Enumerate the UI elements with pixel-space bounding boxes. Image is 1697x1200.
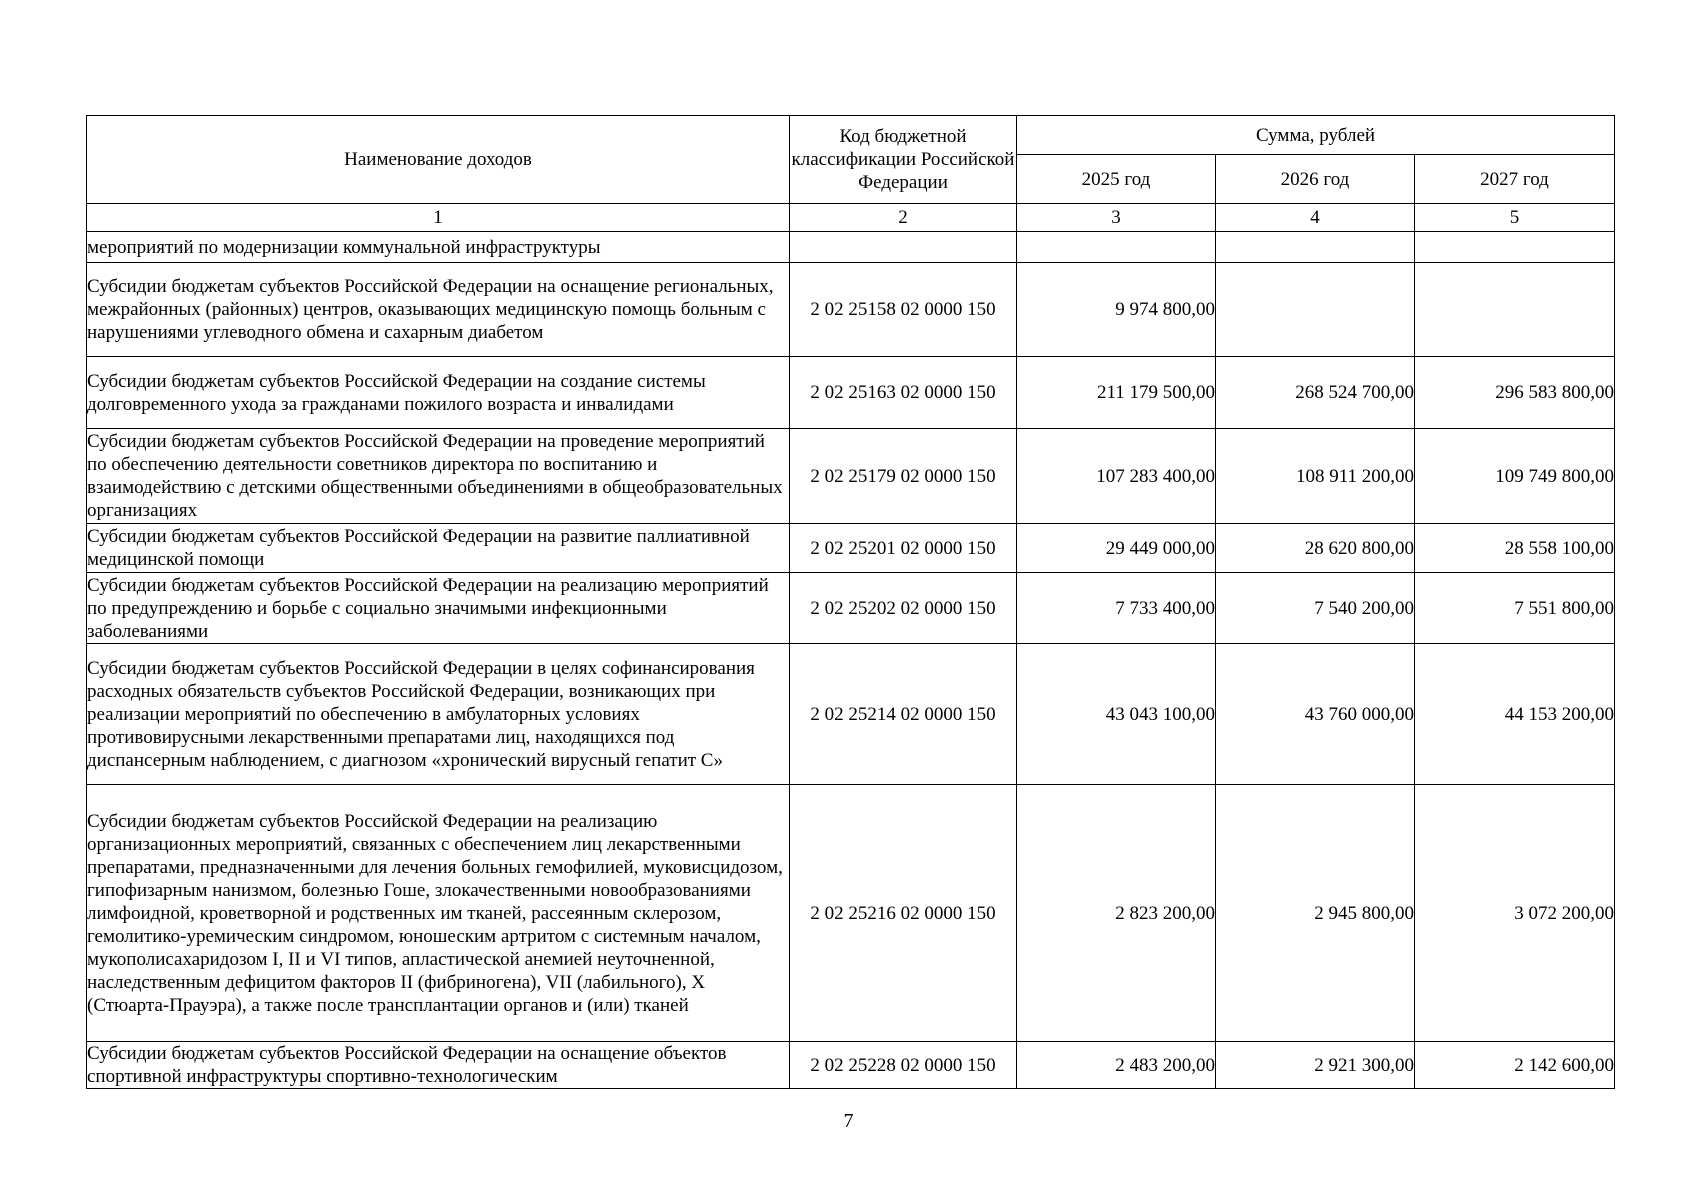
amount-2027: 2 142 600,00: [1415, 1042, 1615, 1089]
amount-2027: [1415, 263, 1615, 357]
table-row: [87, 429, 1615, 524]
classification-code: 2 02 25228 02 0000 150: [790, 1042, 1017, 1089]
income-name: Субсидии бюджетам субъектов Российской Федерации на оснащение объектов спортивной инфраструктуры спортивно-технологическим: [87, 1042, 790, 1089]
amount-2025: 29 449 000,00: [1017, 524, 1216, 573]
column-number: 2: [790, 204, 1017, 232]
amount-2025: 9 974 800,00: [1017, 263, 1216, 357]
column-number: 4: [1216, 204, 1415, 232]
column-number: 5: [1415, 204, 1615, 232]
amount-2026: [1216, 263, 1415, 357]
amount-2027: 28 558 100,00: [1415, 524, 1615, 573]
column-numbering-row: [87, 204, 1615, 232]
header-year-2025: 2025 год: [1017, 155, 1216, 204]
income-name: Субсидии бюджетам субъектов Российской Федерации на реализацию мероприятий по предупреждению и борьбе с социально значимыми инфекционными заболеваниями: [87, 573, 790, 644]
table-header: [87, 116, 1615, 232]
income-name: Субсидии бюджетам субъектов Российской Федерации на развитие паллиативной медицинской помощи: [87, 524, 790, 573]
income-name: Субсидии бюджетам субъектов Российской Федерации на оснащение региональных, межрайонных (районных) центров, оказывающих медицинскую помощь больным с нарушениями углеводного обмена и сахарным диабетом: [87, 263, 790, 357]
amount-2025: [1017, 232, 1216, 263]
classification-code: [790, 232, 1017, 263]
header-classification-code: Код бюджетной классификации Российской Федерации: [790, 116, 1017, 204]
page-number: 7: [843, 1110, 854, 1132]
table-row: [87, 357, 1615, 429]
amount-2025: 107 283 400,00: [1017, 429, 1216, 524]
amount-2025: 211 179 500,00: [1017, 357, 1216, 429]
header-year-2026: 2026 год: [1216, 155, 1415, 204]
classification-code: 2 02 25201 02 0000 150: [790, 524, 1017, 573]
column-number: 3: [1017, 204, 1216, 232]
amount-2027: 3 072 200,00: [1415, 785, 1615, 1042]
income-name: Субсидии бюджетам субъектов Российской Федерации на создание системы долговременного ухода за гражданами пожилого возраста и инвалидами: [87, 357, 790, 429]
classification-code: 2 02 25214 02 0000 150: [790, 644, 1017, 785]
amount-2026: 108 911 200,00: [1216, 429, 1415, 524]
amount-2026: [1216, 232, 1415, 263]
table-row: [87, 263, 1615, 357]
header-sum: Сумма, рублей: [1017, 116, 1615, 155]
amount-2027: 296 583 800,00: [1415, 357, 1615, 429]
classification-code: 2 02 25202 02 0000 150: [790, 573, 1017, 644]
table-row: [87, 1042, 1615, 1089]
income-name: Субсидии бюджетам субъектов Российской Федерации на проведение мероприятий по обеспечению деятельности советников директора по воспитанию и взаимодействию с детскими общественными объединениями в общеобразовательных организациях: [87, 429, 790, 524]
header-year-2027: 2027 год: [1415, 155, 1615, 204]
classification-code: 2 02 25179 02 0000 150: [790, 429, 1017, 524]
table-row: [87, 573, 1615, 644]
amount-2027: [1415, 232, 1615, 263]
amount-2025: 2 823 200,00: [1017, 785, 1216, 1042]
table-body: [87, 232, 1615, 1089]
table-row: [87, 524, 1615, 573]
amount-2025: 43 043 100,00: [1017, 644, 1216, 785]
amount-2027: 7 551 800,00: [1415, 573, 1615, 644]
classification-code: 2 02 25163 02 0000 150: [790, 357, 1017, 429]
column-number: 1: [87, 204, 790, 232]
table-row: [87, 785, 1615, 1042]
amount-2026: 43 760 000,00: [1216, 644, 1415, 785]
revenue-table: [86, 115, 1615, 1089]
classification-code: 2 02 25216 02 0000 150: [790, 785, 1017, 1042]
table-row: [87, 644, 1615, 785]
table-row: [87, 232, 1615, 263]
header-income-name: Наименование доходов: [87, 116, 790, 204]
classification-code: 2 02 25158 02 0000 150: [790, 263, 1017, 357]
amount-2026: 268 524 700,00: [1216, 357, 1415, 429]
income-name: мероприятий по модернизации коммунальной инфраструктуры: [87, 232, 790, 263]
amount-2027: 44 153 200,00: [1415, 644, 1615, 785]
amount-2026: 28 620 800,00: [1216, 524, 1415, 573]
amount-2026: 7 540 200,00: [1216, 573, 1415, 644]
income-name: Субсидии бюджетам субъектов Российской Федерации в целях софинансирования расходных обязательств субъектов Российской Федерации, возникающих при реализации мероприятий по обеспечению в амбулаторных условиях противовирусными лекарственными препаратами лиц, находящихся под диспансерным наблюдением, с диагнозом «хронический вирусный гепатит С»: [87, 644, 790, 785]
amount-2025: 7 733 400,00: [1017, 573, 1216, 644]
amount-2026: 2 945 800,00: [1216, 785, 1415, 1042]
amount-2025: 2 483 200,00: [1017, 1042, 1216, 1089]
amount-2027: 109 749 800,00: [1415, 429, 1615, 524]
amount-2026: 2 921 300,00: [1216, 1042, 1415, 1089]
income-name: Субсидии бюджетам субъектов Российской Федерации на реализацию организационных мероприятий, связанных с обеспечением лиц лекарственными препаратами, предназначенными для лечения больных гемофилией, муковисцидозом, гипофизарным нанизмом, болезнью Гоше, злокачественными новообразованиями лимфоидной, кроветворной и родственных им тканей, рассеянным склерозом, гемолитико-уремическим синдромом, юношеским артритом с системным началом, мукополисахаридозом I, II и VI типов, апластической анемией неуточненной, наследственным дефицитом факторов II (фибриногена), VII (лабильного), X (Стюарта-Прауэра), а также после трансплантации органов и (или) тканей: [87, 785, 790, 1042]
